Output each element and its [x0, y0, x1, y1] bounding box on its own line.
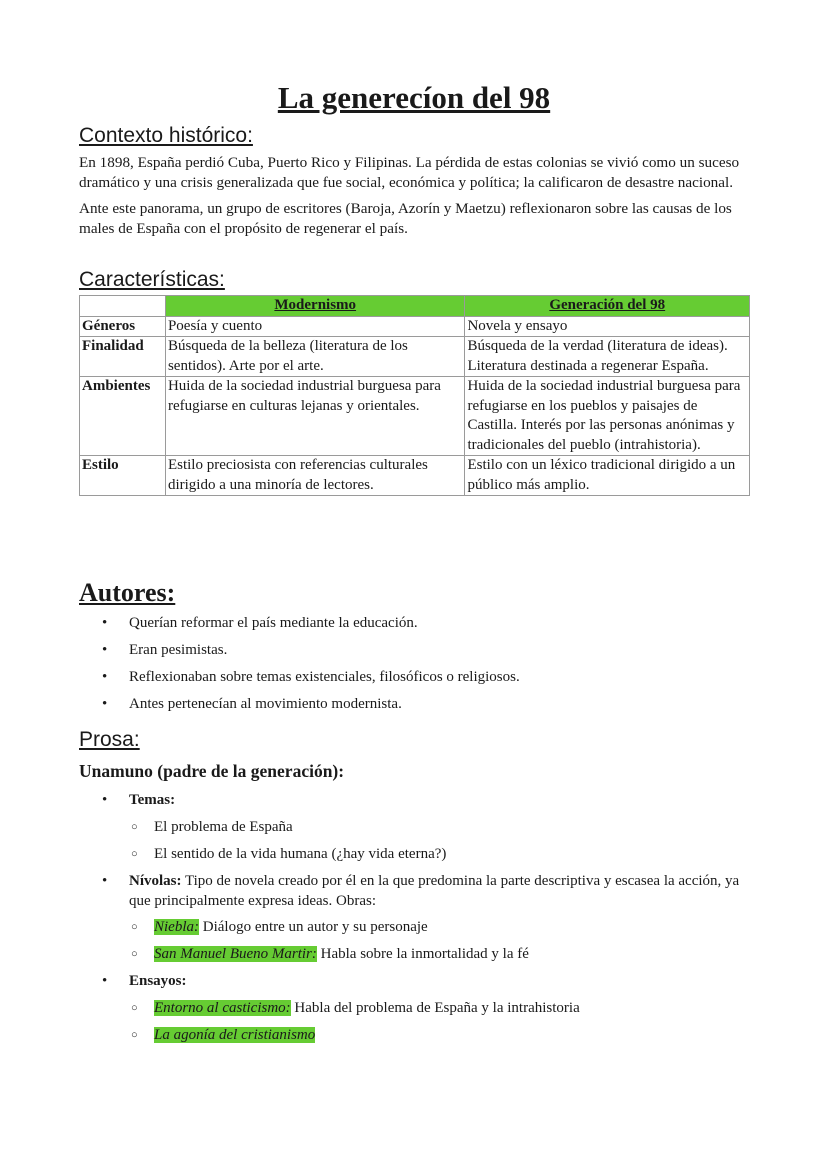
- list-item: [79, 918, 750, 945]
- bullet-icon: •: [102, 669, 108, 685]
- list-item-text: El problema de España: [154, 819, 293, 835]
- contexto-paragraph-2: Ante este panorama, un grupo de escritores (Baroja, Azorín y Maetzu) reflexionaron sobre las causas de los males de España con el propósito de regenerar el país.: [79, 200, 732, 237]
- row-label: Estilo: [80, 456, 166, 496]
- list-item-text: Eran pesimistas.: [129, 642, 228, 658]
- ensayo-title: Entorno al casticismo:: [154, 1000, 291, 1016]
- list-item: [79, 872, 750, 918]
- contexto-heading: Contexto histórico:: [79, 124, 253, 147]
- list-item-text: Antes pertenecían al movimiento modernista.: [129, 696, 402, 712]
- bullet-icon: •: [102, 973, 108, 989]
- table-cell: Estilo con un léxico tradicional dirigido a un público más amplio.: [465, 456, 750, 496]
- list-item: [79, 668, 750, 695]
- obra-title: San Manuel Bueno Martir:: [154, 946, 317, 962]
- table-cell: Búsqueda de la belleza (literatura de los sentidos). Arte por el arte.: [165, 337, 464, 377]
- table-cell: Huida de la sociedad industrial burguesa para refugiarse en culturas lejanas y orientales.: [165, 377, 464, 456]
- circle-bullet-icon: ○: [131, 821, 138, 833]
- list-item: [79, 695, 750, 722]
- list-item: [79, 972, 750, 999]
- nivolas-label: Nívolas:: [129, 873, 182, 889]
- list-item-text: El sentido de la vida humana (¿hay vida eterna?): [154, 846, 447, 862]
- list-item: [79, 641, 750, 668]
- row-label: Géneros: [80, 316, 166, 337]
- circle-bullet-icon: ○: [131, 921, 138, 933]
- list-item: [79, 999, 750, 1026]
- table-cell: Poesía y cuento: [165, 316, 464, 337]
- ensayo-text: Habla del problema de España y la intrahistoria: [290, 1000, 580, 1016]
- ensayos-label: Ensayos:: [129, 973, 187, 989]
- list-item-text: Querían reformar el país mediante la educación.: [129, 615, 418, 631]
- list-item: [79, 818, 750, 845]
- table-header-modernismo: Modernismo: [165, 296, 464, 317]
- table-cell: Búsqueda de la verdad (literatura de ideas). Literatura destinada a regenerar España.: [465, 337, 750, 377]
- list-item-text: Reflexionaban sobre temas existenciales, filosóficos o religiosos.: [129, 669, 520, 685]
- row-label: Finalidad: [80, 337, 166, 377]
- temas-label: Temas:: [129, 792, 176, 808]
- obra-text: Diálogo entre un autor y su personaje: [199, 919, 428, 935]
- obra-title: Niebla:: [154, 919, 199, 935]
- circle-bullet-icon: ○: [131, 1002, 138, 1014]
- list-item: [79, 845, 750, 872]
- nivolas-text: Tipo de novela creado por él en la que predomina la parte descriptiva y escasea la acción, ya que principalmente expresa ideas. Obras:: [129, 873, 740, 909]
- list-item: [79, 1026, 750, 1053]
- table-header-generacion: Generación del 98: [465, 296, 750, 317]
- circle-bullet-icon: ○: [131, 948, 138, 960]
- obra-text: Habla sobre la inmortalidad y la fé: [316, 946, 529, 962]
- table-corner-cell: [80, 296, 166, 317]
- list-item: [79, 614, 750, 641]
- caracteristicas-heading: Características:: [79, 268, 225, 291]
- autores-heading: Autores:: [79, 578, 176, 607]
- bullet-icon: •: [102, 873, 108, 889]
- unamuno-heading: Unamuno (padre de la generación):: [79, 761, 345, 781]
- table-cell: Huida de la sociedad industrial burguesa para refugiarse en los pueblos y paisajes de Castilla. Interés por las personas anónimas y tradicionales del pueblo (intrahistoria).: [465, 377, 750, 456]
- table-row: [80, 456, 750, 496]
- ensayo-title: La agonía del cristianismo: [154, 1027, 316, 1043]
- document-title: La generecíon del 98: [277, 80, 551, 115]
- table-row: [80, 377, 750, 456]
- list-item: [79, 945, 750, 972]
- table-row: [80, 337, 750, 377]
- list-item: [79, 791, 750, 818]
- circle-bullet-icon: ○: [131, 1029, 138, 1041]
- prosa-heading: Prosa:: [79, 728, 140, 751]
- table-row: [80, 316, 750, 337]
- circle-bullet-icon: ○: [131, 848, 138, 860]
- table-header-row: [80, 296, 750, 317]
- row-label: Ambientes: [80, 377, 166, 456]
- table-cell: Estilo preciosista con referencias culturales dirigido a una minoría de lectores.: [165, 456, 464, 496]
- bullet-icon: •: [102, 642, 108, 658]
- caracteristicas-table: [79, 295, 750, 496]
- table-cell: Novela y ensayo: [465, 316, 750, 337]
- contexto-paragraph-1: En 1898, España perdió Cuba, Puerto Rico y Filipinas. La pérdida de estas colonias se vivió como un suceso dramático y una crisis generalizada que fue social, económica y política; la calificaron de desastre nacional.: [79, 154, 740, 191]
- bullet-icon: •: [102, 615, 108, 631]
- autores-list: [79, 614, 750, 722]
- bullet-icon: •: [102, 696, 108, 712]
- bullet-icon: •: [102, 792, 108, 808]
